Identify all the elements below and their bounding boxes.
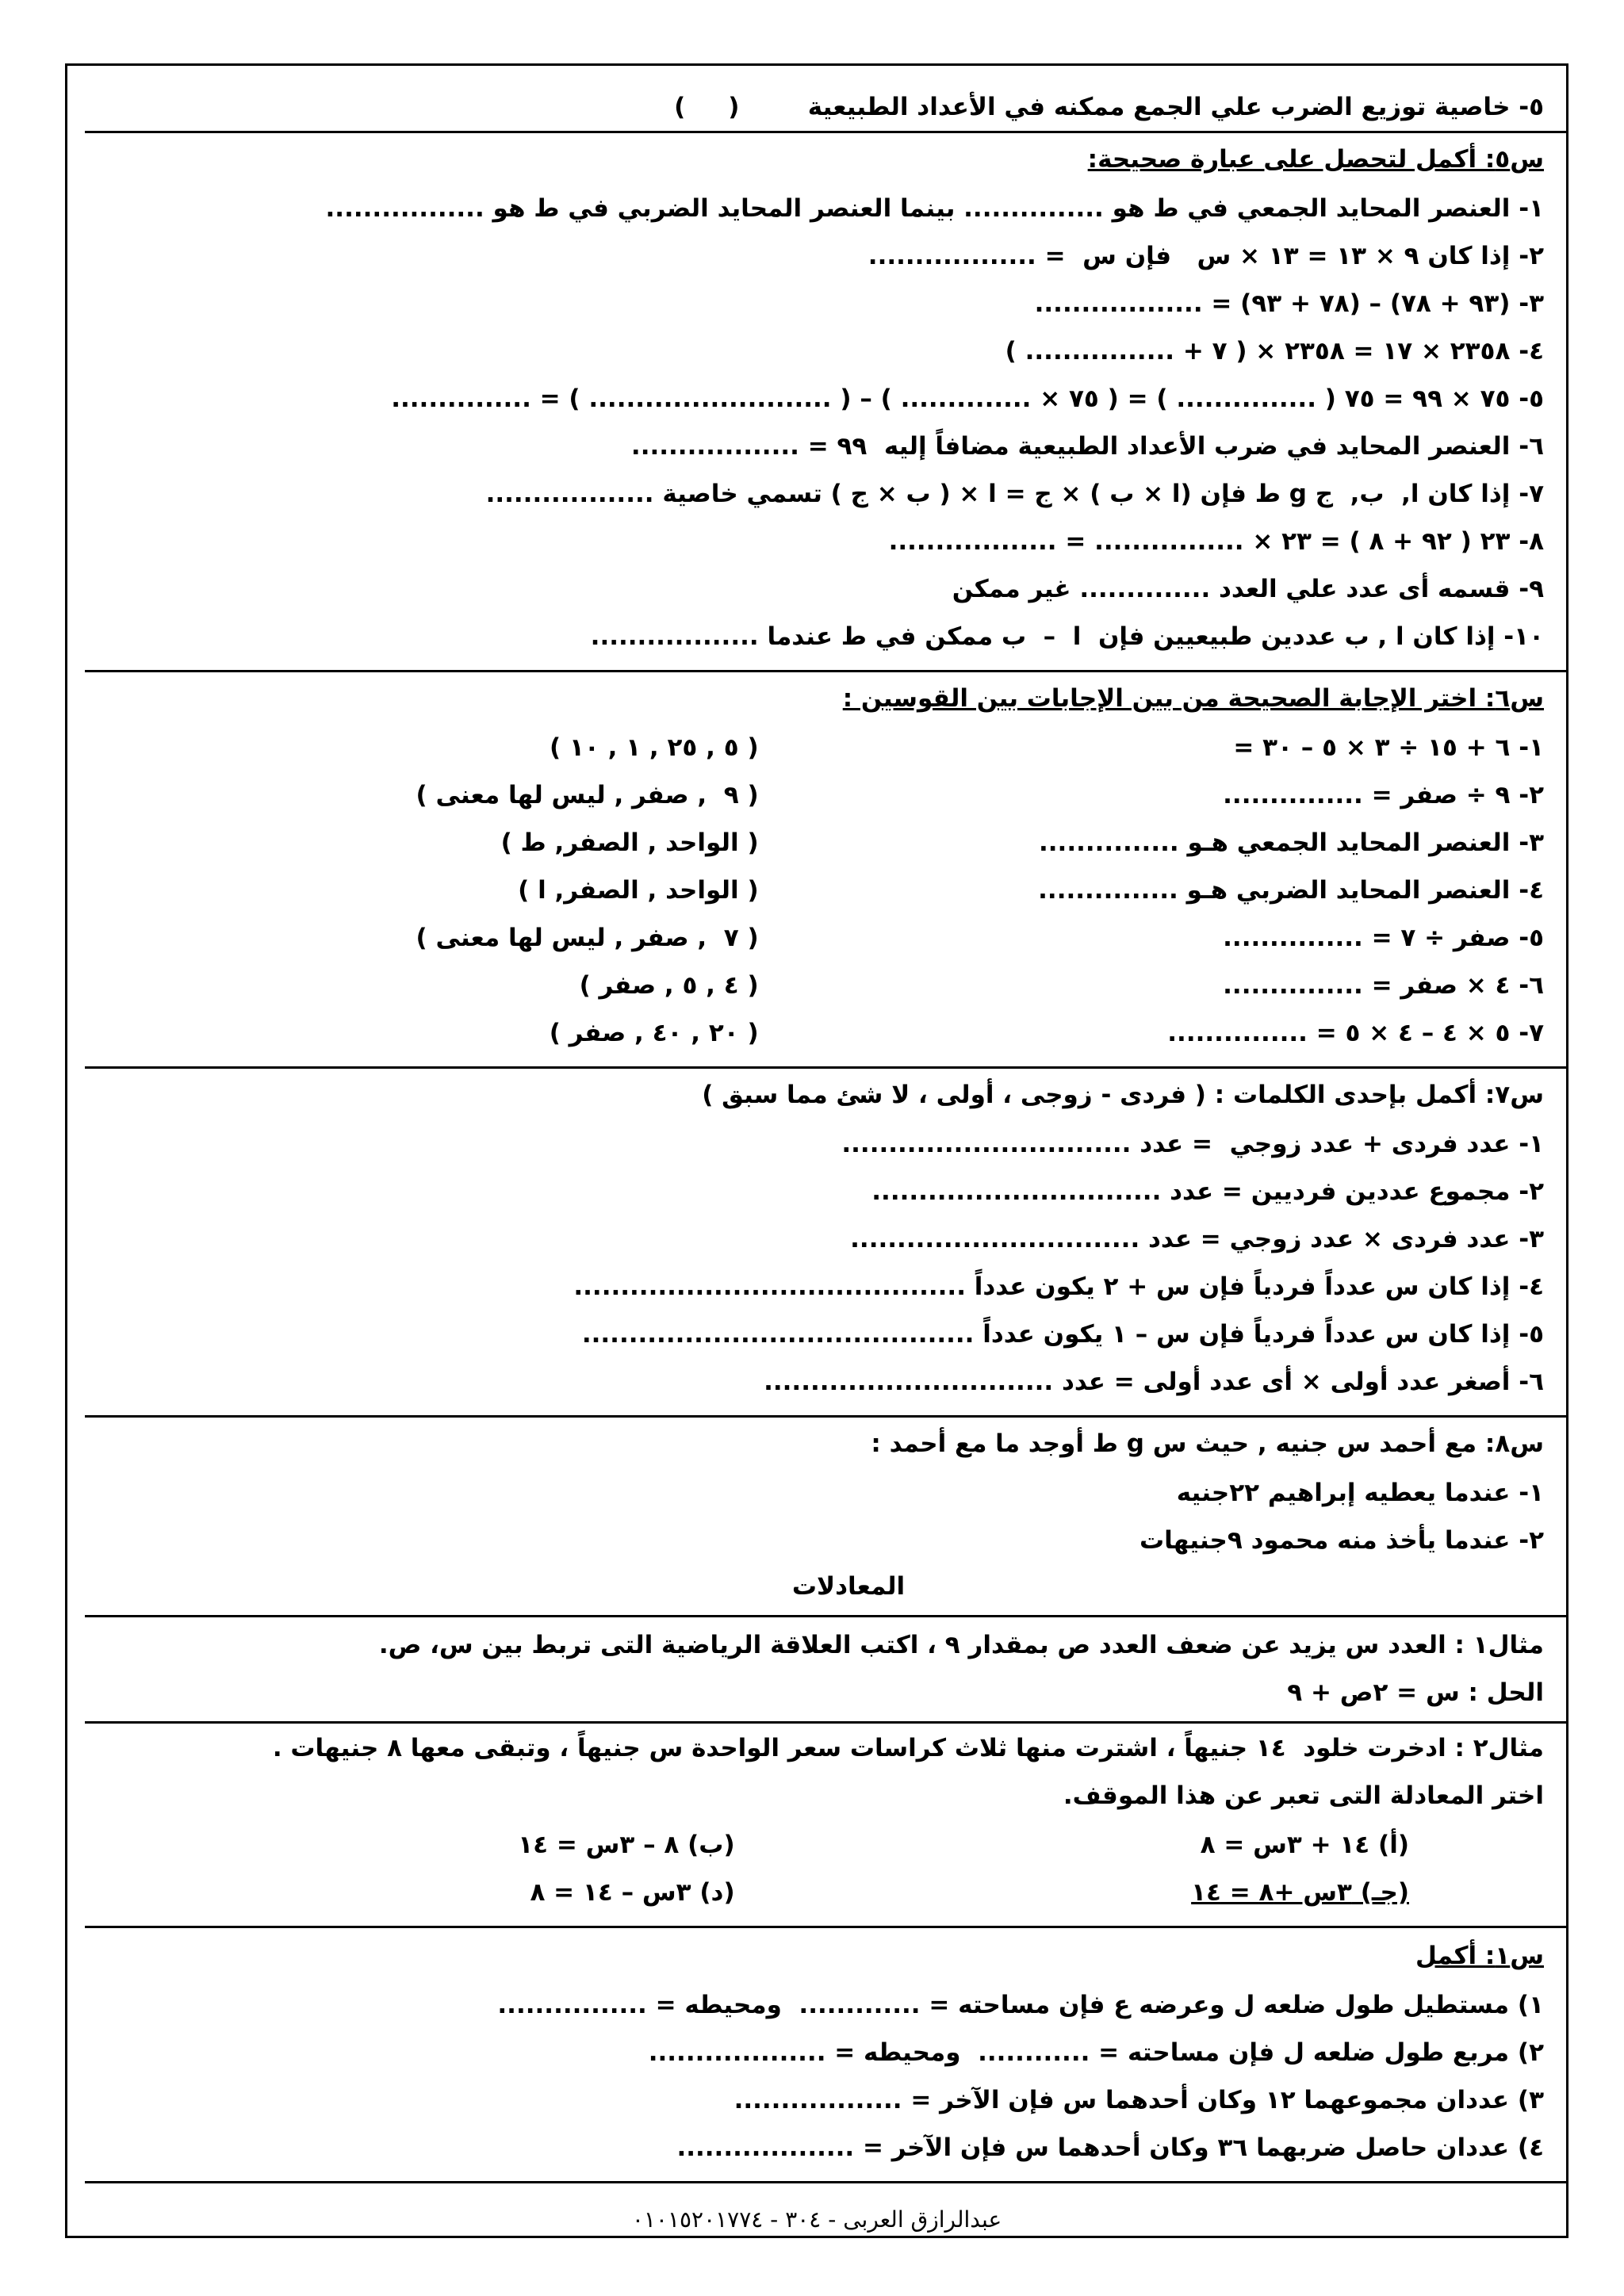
q7-item-1: ١- عدد فردى + عدد زوجي = عدد ............................... — [841, 1130, 1544, 1158]
q6-item-7 — [90, 1016, 1544, 1050]
divider — [85, 1721, 1566, 1724]
q6-title: س٦: اختر الإجابة الصحيحة من بين الإجابات بين القوسين : — [842, 684, 1544, 713]
q1-item-3: ٣) عددان مجموعهما ١٢ وكان أحدهما س فإن الآخر = .................. — [733, 2086, 1544, 2114]
q7-item-5: ٥- إذا كان س عدداً فردياً فإن س – ١ يكون عدداً .......................................... — [581, 1320, 1544, 1349]
q8-title: س٨: مع أحمد س جنيه , حيث س g ط أوجد ما مع أحمد : — [871, 1429, 1544, 1458]
q6-choices: ( ٢٠ , ٤٠ , صفر ) — [549, 1019, 759, 1047]
divider — [85, 1615, 1566, 1617]
q6-choices: ( ٥ , ٢٥ , ١ , ١٠ ) — [550, 733, 759, 762]
q8-item-1: ١- عندما يعطيه إبراهيم ٢٢جنيه — [1176, 1479, 1544, 1507]
q6-choices: ( ٤ , ٥ , صفر ) — [579, 971, 759, 1000]
divider — [85, 1066, 1566, 1069]
q6-choices: ( الواحد , الصفر, ا ) — [518, 876, 759, 905]
example-2-options-row-2 — [90, 1875, 1544, 1910]
q6-item-3 — [90, 825, 1544, 860]
divider — [85, 1926, 1566, 1928]
q5-item-7: ٧- إذا كان ا, ب, ج g ط فإن (ا × ب ) × ج = ا × ( ب × ج ) تسمي خاصية .................. — [485, 480, 1544, 508]
q8-item-2: ٢- عندما يأخذ منه محمود ٩جنيهات — [1139, 1526, 1544, 1555]
q1-item-4: ٤) عددان حاصل ضربهما ٣٦ وكان أحدهما س فإن الآخر = ................... — [676, 2133, 1544, 2162]
q5-item-8: ٨- ٢٣ ( ٩٢ + ٨ ) = ٢٣ × ................ = .................. — [888, 527, 1544, 556]
q6-item-6 — [90, 968, 1544, 1003]
q5-item-4: ٤- ٢٣٥٨ × ١٧ = ٢٣٥٨ × ( ٧ + ................ ) — [1005, 337, 1544, 365]
q7-item-6: ٦- أصغر عدد أولى × أى عدد أولى = عدد ............................... — [764, 1368, 1544, 1396]
divider — [85, 131, 1566, 133]
q1-item-2: ٢) مربع طول ضلعه ل فإن مساحته = ............ ومحيطه = ................... — [648, 2038, 1544, 2067]
q6-question: ٣- العنصر المحايد الجمعي هـو ............... — [1039, 828, 1544, 857]
q6-question: ٦- ٤ × صفر = ............... — [1223, 971, 1544, 1000]
option-d: (د) ٣س – ١٤ = ٨ — [530, 1878, 735, 1907]
q5-item-9: ٩- قسمه أى عدد علي العدد .............. غير ممكن — [952, 575, 1544, 603]
example-2-prompt: اختر المعادلة التى تعبر عن هذا الموقف. — [1063, 1781, 1544, 1810]
q6-choices: ( ٩ , صفر , ليس لها معنى ) — [416, 781, 759, 809]
option-a: (أ) ١٤ + ٣س = ٨ — [1200, 1831, 1409, 1859]
q6-choices: ( ٧ , صفر , ليس لها معنى ) — [416, 924, 759, 952]
q6-item-1 — [90, 730, 1544, 765]
equations-heading: المعادلات — [791, 1572, 906, 1601]
q1-item-1: ١) مستطيل طول ضلعه ل وعرضه ع فإن مساحته = ............. ومحيطه = ................ — [497, 1991, 1544, 2019]
option-c: (جـ) ٣س +٨ = ١٤ — [1191, 1878, 1409, 1907]
q7-title: س٧: أكمل بإحدى الكلمات : ( فردى - زوجى ، أولى ، لا شئ مما سبق ) — [702, 1081, 1544, 1109]
q5-item-5: ٥- ٧٥ × ٩٩ = ٧٥ ( ............... ) = ( ٧٥ × .............. ) – ( .......................... ) = ............... — [391, 385, 1544, 413]
q5-item-1: ١- العنصر المحايد الجمعي في ط هو ............... بينما العنصر المحايد الضربي في ط هو ................. — [325, 194, 1544, 223]
q5-item-10: ١٠- إذا كان ا , ب عددين طبيعيين فإن ا – ب ممكن في ط عندما .................. — [590, 622, 1544, 651]
q7-item-2: ٢- مجموع عددين فرديين = عدد ............................... — [871, 1177, 1544, 1206]
divider — [85, 2181, 1566, 2183]
q1-title: س١: أكمل — [1415, 1942, 1544, 1970]
q6-question: ٧- ٥ × ٤ – ٤ × ٥ = ............... — [1167, 1019, 1544, 1047]
q6-item-2 — [90, 778, 1544, 813]
q6-item-5 — [90, 920, 1544, 955]
q6-question: ١- ٦ + ١٥ ÷ ٣ × ٥ – ٣٠ = — [1233, 733, 1544, 762]
q6-question: ٤- العنصر المحايد الضربي هـو ............... — [1038, 876, 1544, 905]
q7-item-3: ٣- عدد فردى × عدد زوجي = عدد ............................... — [850, 1225, 1544, 1253]
q6-choices: ( الواحد , الصفر, ط ) — [500, 828, 759, 857]
option-b: (ب) ٨ – ٣س = ١٤ — [518, 1831, 735, 1859]
q4-item-5: ٥- خاصية توزيع الضرب علي الجمع ممكنه في الأعداد الطبيعية ( ) — [674, 93, 1544, 121]
example-2-options-row-1 — [90, 1827, 1544, 1862]
q6-question: ٥- صفر ÷ ٧ = ............... — [1223, 924, 1544, 952]
divider — [85, 1415, 1566, 1418]
example-1-solution: الحل : س = ٢ص + ٩ — [1287, 1678, 1544, 1707]
q5-item-3: ٣- (٩٣ + ٧٨) – (٧٨ + ٩٣) = .................. — [1034, 289, 1544, 318]
worksheet-page — [65, 63, 1568, 2238]
example-1-text: مثال١ : العدد س يزيد عن ضعف العدد ص بمقدار ٩ ، اكتب العلاقة الرياضية التى تربط بين س، ص. — [378, 1631, 1544, 1659]
q6-item-4 — [90, 873, 1544, 908]
divider — [85, 670, 1566, 672]
footer: عبدالرازق العربى - ٣٠٤ - ٠١٠١٥٢٠١٧٧٤ — [631, 2206, 1002, 2233]
q5-item-2: ٢- إذا كان ٩ × ١٣ = ١٣ × س فإن س = .................. — [868, 242, 1544, 270]
q6-question: ٢- ٩ ÷ صفر = ............... — [1223, 781, 1544, 809]
q7-item-4: ٤- إذا كان س عدداً فردياً فإن س + ٢ يكون عدداً .......................................... — [573, 1272, 1544, 1301]
q5-title: س٥: أكمل لتحصل على عبارة صحيحة: — [1087, 145, 1544, 174]
example-2-text: مثال٢ : ادخرت خلود ١٤ جنيهاً ، اشترت منها ثلاث كراسات سعر الواحدة س جنيهاً ، وتبقى معها ٨ جنيهات . — [272, 1734, 1544, 1762]
q5-item-6: ٦- العنصر المحايد في ضرب الأعداد الطبيعية مضافاً إليه ٩٩ = .................. — [630, 432, 1544, 461]
